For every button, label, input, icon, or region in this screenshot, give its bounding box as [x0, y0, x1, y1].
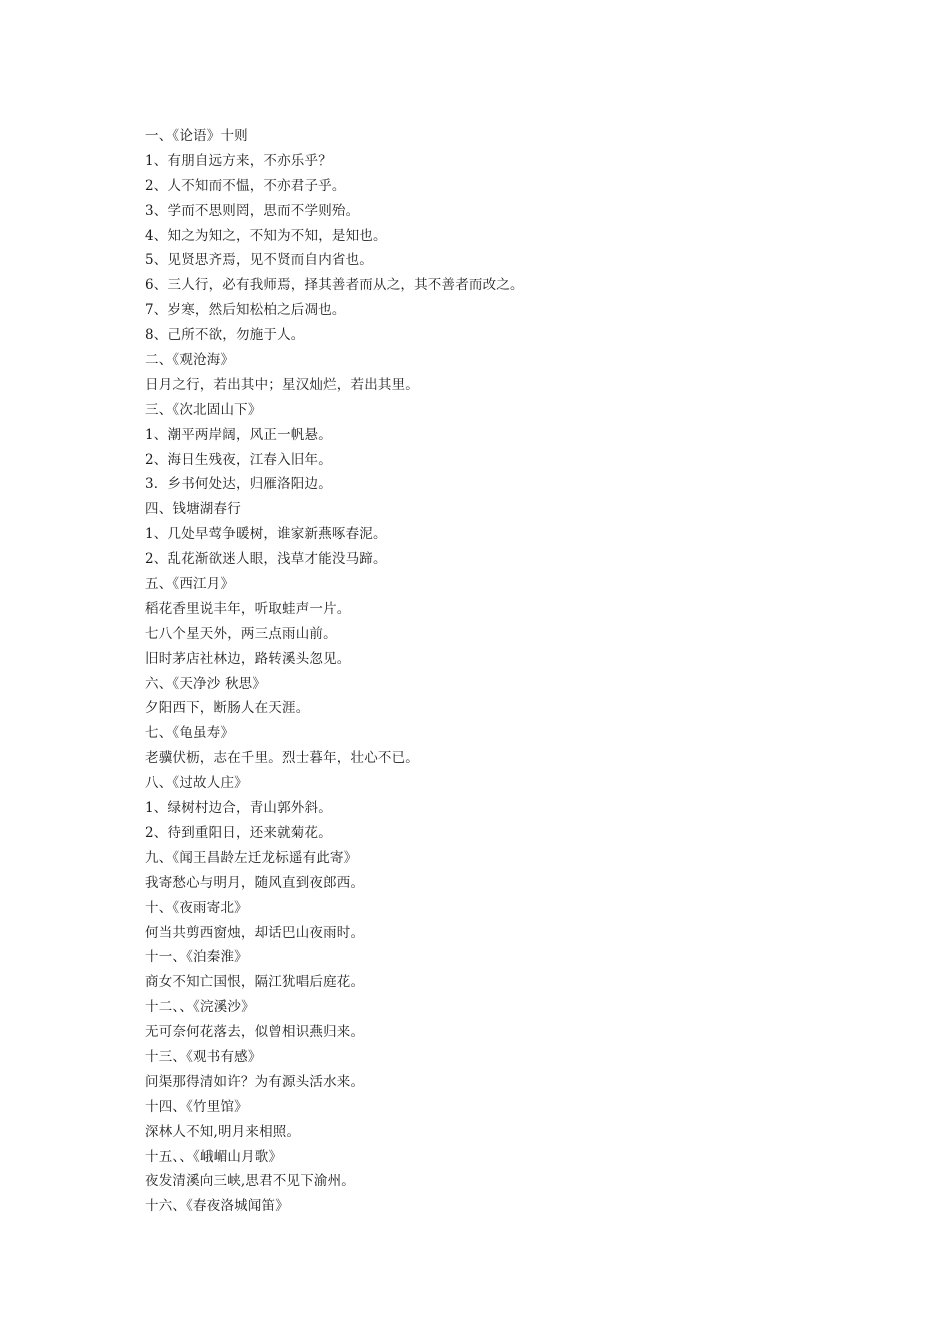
section-heading: 二、《观沧海》	[145, 352, 235, 369]
text-line: 2、海日生残夜，江春入旧年。	[145, 451, 332, 468]
text-line: 6、三人行，必有我师焉，择其善者而从之，其不善者而改之。	[145, 277, 524, 294]
section-heading: 十一、《泊秦淮》	[145, 949, 248, 966]
text-line: 旧时茅店社林边，路转溪头忽见。	[145, 650, 351, 667]
text-line: 夜发清溪向三峡,思君不见下渝州。	[145, 1173, 355, 1190]
text-line: 夕阳西下，断肠人在天涯。	[145, 700, 310, 717]
section-heading: 十三、《观书有感》	[145, 1048, 262, 1065]
section-heading: 十四、《竹里馆》	[145, 1098, 248, 1115]
text-line: 稻花香里说丰年，听取蛙声一片。	[145, 600, 351, 617]
text-line: 七八个星天外，两三点雨山前。	[145, 625, 337, 642]
text-line: 深林人不知,明月来相照。	[145, 1123, 301, 1140]
text-line: 无可奈何花落去，似曾相识燕归来。	[145, 1024, 365, 1041]
text-line: 2、乱花渐欲迷人眼，浅草才能没马蹄。	[145, 551, 387, 568]
text-line: 3．乡书何处达，归雁洛阳边。	[145, 476, 332, 493]
section-heading: 十六、《春夜洛城闻笛》	[145, 1198, 289, 1215]
section-heading: 五、《西江月》	[145, 576, 235, 593]
text-line: 5、见贤思齐焉，见不贤而自内省也。	[145, 252, 373, 269]
document-page	[145, 124, 905, 1219]
section-heading: 十二、、《浣溪沙》	[145, 999, 255, 1016]
text-line: 日月之行，若出其中；星汉灿烂，若出其里。	[145, 376, 419, 393]
text-line: 4、知之为知之，不知为不知，是知也。	[145, 227, 387, 244]
text-line: 7、岁寒，然后知松柏之后凋也。	[145, 302, 346, 319]
text-line: 何当共剪西窗烛，却话巴山夜雨时。	[145, 924, 365, 941]
text-line: 1、潮平两岸阔，风正一帆悬。	[145, 426, 332, 443]
text-line: 2、人不知而不愠，不亦君子乎。	[145, 177, 346, 194]
section-heading: 一、《论语》十则	[145, 128, 248, 144]
text-line: 问渠那得清如许？为有源头活水来。	[145, 1073, 365, 1090]
text-line: 8、己所不欲，勿施于人。	[145, 327, 305, 344]
text-line: 1、几处早莺争暖树，谁家新燕啄春泥。	[145, 526, 387, 543]
section-heading: 八、《过故人庄》	[145, 775, 248, 792]
section-heading: 十五、、《峨嵋山月歌》	[145, 1148, 283, 1165]
text-line: 老骥伏枥，志在千里。烈士暮年，壮心不已。	[145, 750, 419, 767]
section-heading: 四、钱塘湖春行	[145, 501, 241, 518]
section-heading: 十、《夜雨寄北》	[145, 899, 248, 916]
text-line: 2、待到重阳日，还来就菊花。	[145, 824, 332, 841]
section-heading: 六、《天净沙 秋思》	[145, 675, 267, 692]
section-heading: 三、《次北固山下》	[145, 401, 262, 418]
text-line: 3、学而不思则罔，思而不学则殆。	[145, 202, 360, 219]
text-line: 我寄愁心与明月，随风直到夜郎西。	[145, 874, 365, 891]
text-line: 1、绿树村边合，青山郭外斜。	[145, 800, 332, 817]
section-heading: 九、《闻王昌龄左迁龙标遥有此寄》	[145, 849, 358, 866]
section-heading: 七、《龟虽寿》	[145, 725, 235, 742]
text-line: 商女不知亡国恨，隔江犹唱后庭花。	[145, 974, 365, 991]
text-line: 1、有朋自远方来，不亦乐乎？	[145, 152, 332, 169]
